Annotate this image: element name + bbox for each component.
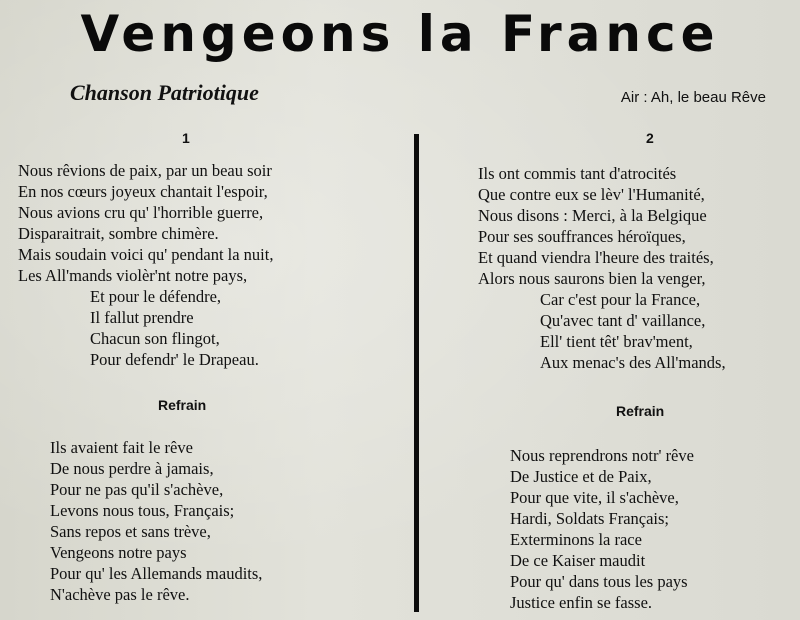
verse-right xyxy=(478,163,726,373)
song-subtitle: Chanson Patriotique xyxy=(70,80,259,105)
refrain-line: Vengeons notre pays xyxy=(50,543,187,562)
verse-line: Pour ses souffrances héroïques, xyxy=(478,227,686,246)
verse-line: Les All'mands violèr'nt notre pays, xyxy=(18,266,248,285)
refrain-line: Pour qu' les Allemands maudits, xyxy=(50,564,263,583)
verse-line: Nous disons : Merci, à la Belgique xyxy=(478,206,707,225)
refrain-line: Pour ne pas qu'il s'achève, xyxy=(50,480,224,499)
verse-line: Car c'est pour la France, xyxy=(540,290,701,309)
verse-line: Chacun son flingot, xyxy=(90,329,220,348)
refrain-line: De nous perdre à jamais, xyxy=(50,459,214,478)
verse-line: Aux menac's des All'mands, xyxy=(540,353,726,372)
refrain-line: Ils avaient fait le rêve xyxy=(50,438,193,457)
refrain-line: De ce Kaiser maudit xyxy=(510,551,646,570)
verse-line: Ils ont commis tant d'atrocités xyxy=(478,164,677,183)
tune-note: Air : Ah, le beau Rêve xyxy=(620,89,766,106)
refrain-label-left: Refrain xyxy=(158,397,207,413)
refrain-label-right: Refrain xyxy=(616,403,665,419)
refrain-left xyxy=(50,437,262,605)
verse-line: En nos cœurs joyeux chantait l'espoir, xyxy=(18,182,268,201)
verse-line: Qu'avec tant d' vaillance, xyxy=(540,311,706,330)
refrain-line: Sans repos et sans trève, xyxy=(50,522,211,541)
refrain-line: De Justice et de Paix, xyxy=(510,467,652,486)
verse-number-left: 1 xyxy=(182,130,190,146)
verse-line: Et pour le défendre, xyxy=(90,287,222,306)
refrain-line: Nous reprendrons notr' rêve xyxy=(510,446,694,465)
song-title: Vengeons la France xyxy=(80,5,720,63)
verse-line: Ell' tient têt' brav'ment, xyxy=(540,332,693,351)
refrain-line: N'achève pas le rêve. xyxy=(50,585,190,604)
refrain-line: Hardi, Soldats Français; xyxy=(510,509,670,528)
verse-line: Nous avions cru qu' l'horrible guerre, xyxy=(18,203,264,222)
verse-line: Que contre eux se lèv' l'Humanité, xyxy=(478,185,705,204)
column-divider xyxy=(414,134,419,612)
refrain-line: Pour qu' dans tous les pays xyxy=(510,572,688,591)
verse-number-right: 2 xyxy=(646,130,654,146)
refrain-line: Levons nous tous, Français; xyxy=(50,501,235,520)
verse-line: Il fallut prendre xyxy=(90,308,194,327)
verse-line: Nous rêvions de paix, par un beau soir xyxy=(18,161,272,180)
verse-line: Et quand viendra l'heure des traités, xyxy=(478,248,714,267)
verse-line: Mais soudain voici qu' pendant la nuit, xyxy=(18,245,274,264)
refrain-right xyxy=(510,445,694,613)
refrain-line: Exterminons la race xyxy=(510,530,642,549)
verse-left xyxy=(18,160,273,370)
refrain-line: Justice enfin se fasse. xyxy=(510,593,653,612)
verse-line: Disparaitrait, sombre chimère. xyxy=(18,224,219,243)
refrain-line: Pour que vite, il s'achève, xyxy=(510,488,679,507)
verse-line: Pour defendr' le Drapeau. xyxy=(90,350,259,369)
verse-line: Alors nous saurons bien la venger, xyxy=(478,269,706,288)
